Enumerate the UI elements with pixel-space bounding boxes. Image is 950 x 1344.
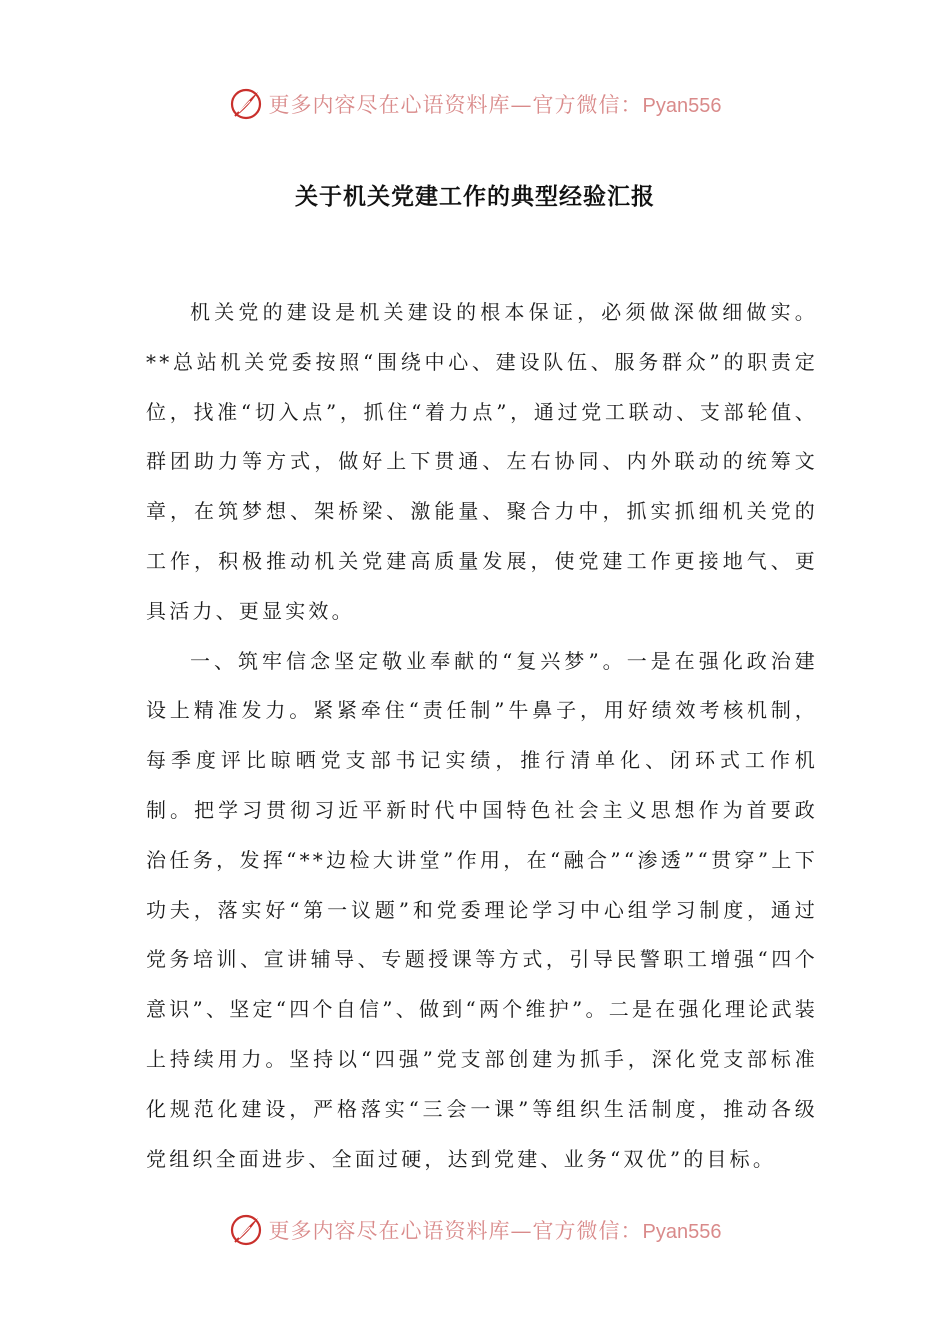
watermark-wechat-id: Pyan556 [642,95,722,117]
document-title: 关于机关党建工作的典型经验汇报 [295,184,655,210]
watermark-text: 更多内容尽在心语资料库—官方微信：Pyan556 [268,1219,722,1243]
header-watermark [0,84,950,124]
quill-pen-logo-icon [229,87,263,121]
quill-pen-logo-icon [229,1213,263,1247]
paragraph-section-one: 一、筑牢信念坚定敬业奉献的“复兴梦”。一是在强化政治建设上精准发力。紧紧牵住“责任制”牛鼻子，用好绩效考核机制，每季度评比晾晒党支部书记实绩，推行清单化、闭环式工作机制。把学习贯彻习近平新时代中国特色社会主义思想作为首要政治任务，发挥“**边检大讲堂”作用，在“融合”“渗透”“贯穿”上下功夫，落实好“第一议题”和党委理论学习中心组学习制度，通过党务培训、宣讲辅导、专题授课等方式，引导民警职工增强“四个意识”、坚定“四个自信”、做到“两个维护”。二是在强化理论武装上持续用力。坚持以“四强”党支部创建为抓手，深化党支部标准化规范化建设，严格落实“三会一课”等组织生活制度，推动各级党组织全面进步、全面过硬，达到党建、业务“双优”的目标。 [146,648,818,1171]
footer-watermark [0,1210,950,1250]
watermark-wechat-id: Pyan556 [642,1221,722,1243]
paragraph-intro: 机关党的建设是机关建设的根本保证，必须做深做细做实。**总站机关党委按照“围绕中心、建设队伍、服务群众”的职责定位，找准“切入点”，抓住“着力点”，通过党工联动、支部轮值、群团助力等方式，做好上下贯通、左右协同、内外联动的统筹文章，在筑梦想、架桥梁、激能量、聚合力中，抓实抓细机关党的工作，积极推动机关党建高质量发展，使党建工作更接地气、更具活力、更显实效。 [146,300,818,623]
watermark-text: 更多内容尽在心语资料库—官方微信：Pyan556 [268,93,722,117]
document-body [146,288,818,1184]
